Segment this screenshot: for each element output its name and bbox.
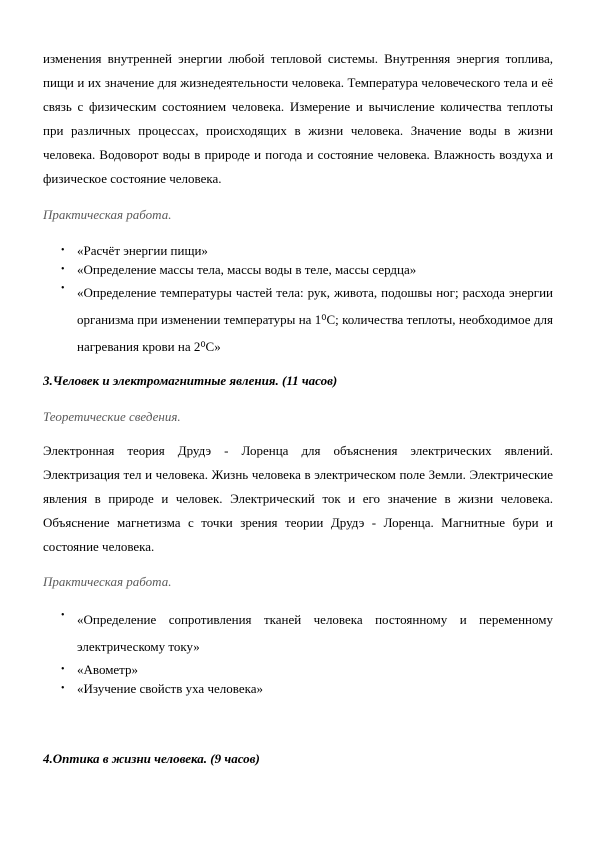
document-page — [43, 47, 553, 769]
bullet-icon: • — [61, 683, 65, 694]
list-item: • «Определение массы тела, массы воды в теле, массы сердца» — [61, 262, 417, 277]
bullet-icon: • — [61, 245, 65, 256]
list-item: • «Определение сопротивления тканей человека постоянному и переменному электрическому току» — [43, 606, 553, 660]
bullet-icon: • — [61, 664, 65, 675]
section2-theory-paragraph: изменения внутренней энергии любой тепловой системы. Внутренняя энергия топлива, пищи и их значение для жизнедеятельности человека. Температура человеческого тела и её связь с физическим состоянием человека. Измерение и вычисление количества теплоты при различных процессах, происходящих в жизни человека. Значение воды в жизни человека. Водоворот воды в природе и погода и состояние человека. Влажность воздуха и физическое состояние человека. — [43, 51, 553, 186]
bullet-icon: • — [61, 264, 65, 275]
section3-theory-label: Теоретические сведения. — [43, 409, 181, 424]
section4-heading: 4.Оптика в жизни человека. (9 часов) — [43, 751, 260, 766]
section3-practical-list — [43, 606, 553, 660]
bullet-icon: • — [61, 610, 65, 621]
section3-practical-list-continued — [43, 660, 553, 698]
list-item: • «Определение температуры частей тела: рук, живота, подошвы ног; расхода энергии организма при изменении температуры на 1⁰С; количества теплоты, необходимое для нагревания крови на 2⁰С» — [43, 279, 553, 360]
section2-practical-list-continued — [43, 279, 553, 360]
list-item: • «Расчёт энергии пищи» — [61, 243, 208, 258]
section3-practical-label: Практическая работа. — [43, 574, 172, 589]
section2-practical-list — [43, 241, 553, 279]
list-item: • «Изучение свойств уха человека» — [61, 681, 263, 696]
list-item: • «Авометр» — [61, 662, 139, 677]
section3-heading: 3.Человек и электромагнитные явления. (11 часов) — [43, 373, 338, 388]
section2-practical-label: Практическая работа. — [43, 207, 172, 222]
section3-theory-paragraph: Электронная теория Друдэ - Лоренца для объяснения электрических явлений. Электризация тел и человека. Жизнь человека в электрическом поле Земли. Электрические явления в природе и человек. Электрический ток и его значение в жизни человека. Объяснение магнетизма с точки зрения теории Друдэ - Лоренца. Магнитные бури и состояние человека. — [43, 443, 553, 554]
bullet-icon: • — [61, 283, 65, 294]
